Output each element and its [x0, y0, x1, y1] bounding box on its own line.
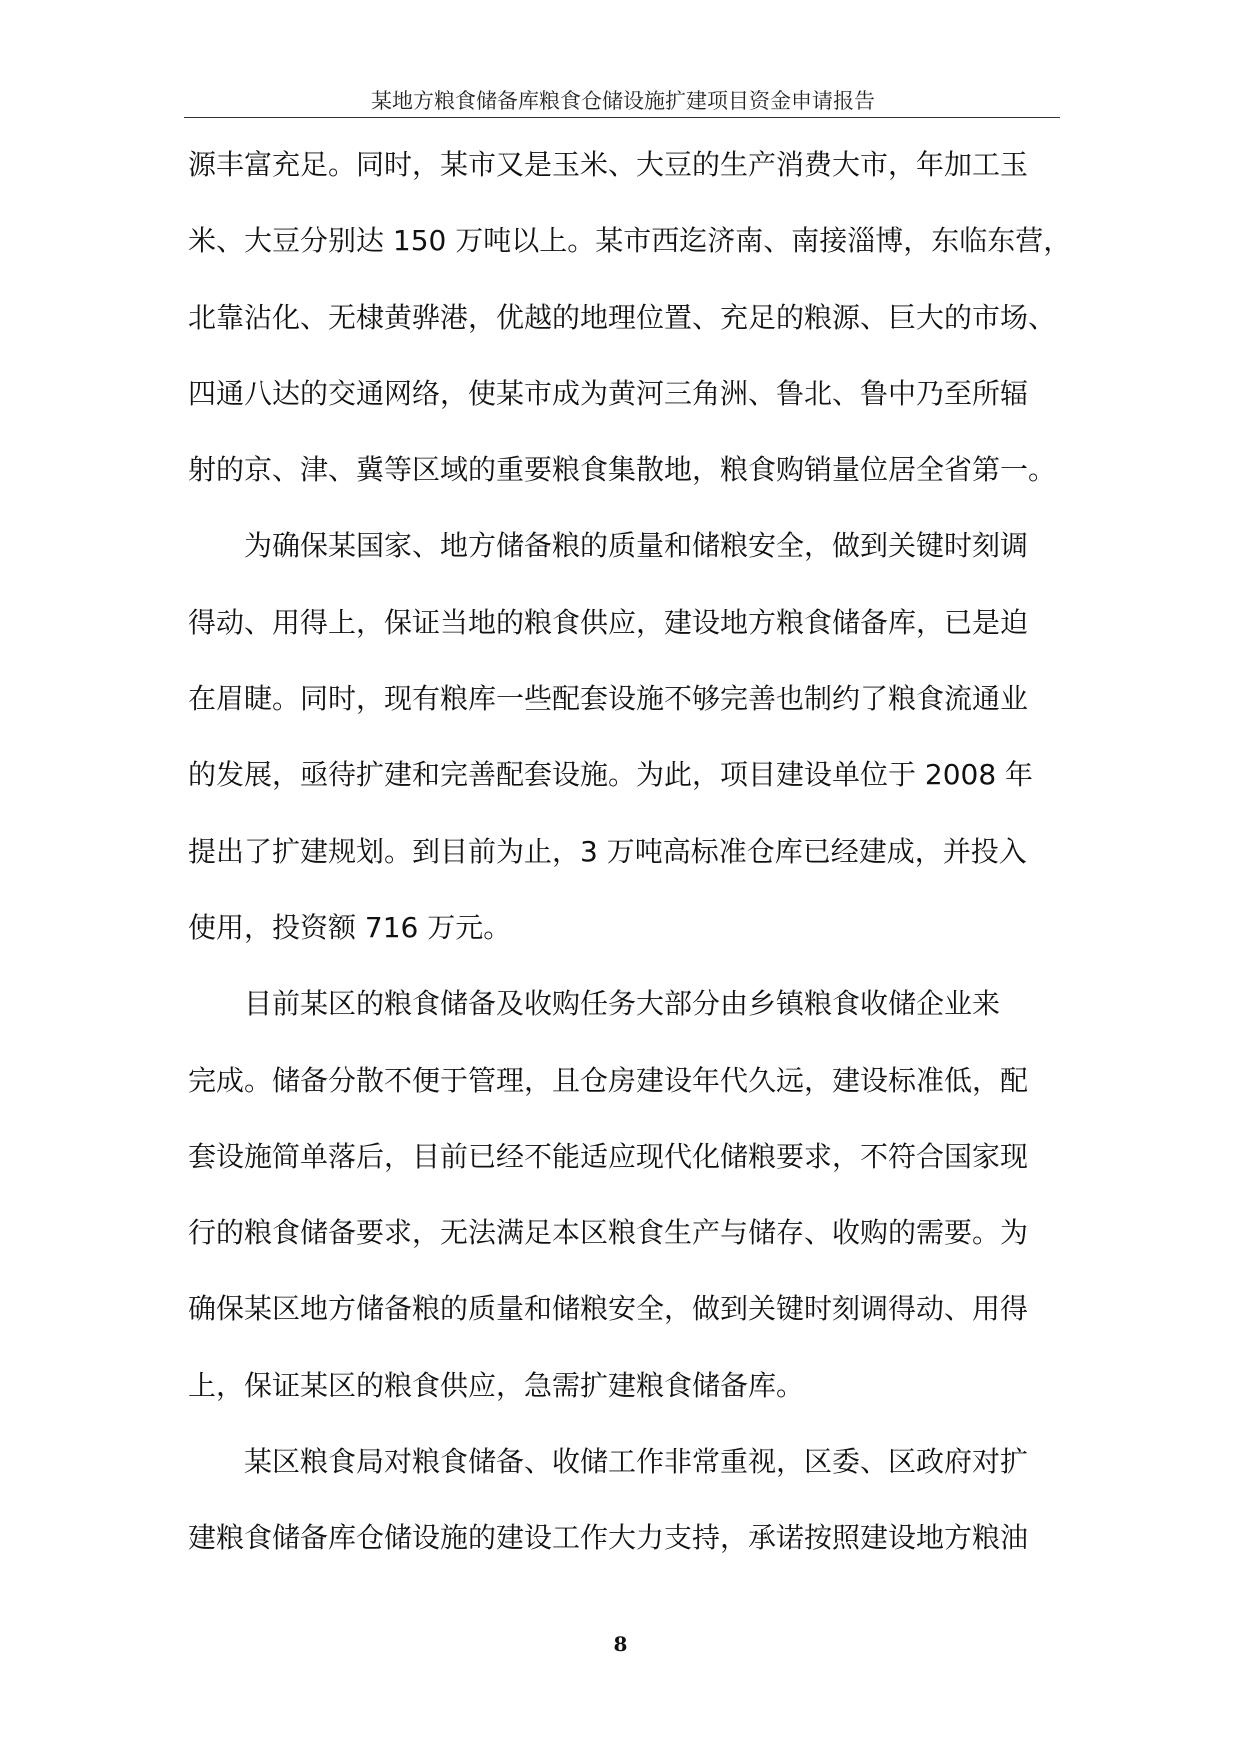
- body-line-7: 得动、用得上，保证当地的粮食供应，建设地方粮食储备库，已是迫: [188, 605, 1029, 639]
- body-line-12: 目前某区的粮食储备及收购任务大部分由乡镇粮食收储企业来: [244, 987, 1001, 1021]
- body-line-2: 米、大豆分别达 150 万吨以上。某市西迄济南、南接淄博，东临东营，: [188, 224, 1072, 258]
- body-line-19: 建粮食储备库仓储设施的建设工作大力支持，承诺按照建设地方粮油: [188, 1521, 1029, 1555]
- header-divider: [184, 117, 1060, 118]
- body-line-13: 完成。储备分散不便于管理，且仓房建设年代久远，建设标准低，配: [188, 1063, 1029, 1097]
- body-line-6: 为确保某国家、地方储备粮的质量和储粮安全，做到关键时刻调: [244, 529, 1029, 563]
- page-header-title: 某地方粮食储备库粮食仓储设施扩建项目资金申请报告: [371, 89, 875, 113]
- body-line-3: 北靠沾化、无棣黄骅港，优越的地理位置、充足的粮源、巨大的市场、: [188, 300, 1057, 334]
- body-line-4: 四通八达的交通网络，使某市成为黄河三角洲、鲁北、鲁中乃至所辐: [188, 376, 1029, 410]
- document-body: [188, 146, 1072, 1596]
- page-number: 8: [613, 1632, 628, 1656]
- body-line-9: 的发展，亟待扩建和完善配套设施。为此，项目建设单位于 2008 年: [188, 758, 1034, 792]
- body-line-1: 源丰富充足。同时，某市又是玉米、大豆的生产消费大市，年加工玉: [188, 148, 1029, 181]
- body-line-16: 确保某区地方储备粮的质量和储粮安全，做到关键时刻调得动、用得: [188, 1292, 1029, 1326]
- body-line-10: 提出了扩建规划。到目前为止，3 万吨高标准仓库已经建成，并投入: [188, 834, 1027, 868]
- body-line-14: 套设施简单落后，目前已经不能适应现代化储粮要求，不符合国家现: [188, 1139, 1029, 1173]
- body-line-17: 上，保证某区的粮食供应，急需扩建粮食储备库。: [188, 1368, 805, 1402]
- body-line-15: 行的粮食储备要求，无法满足本区粮食生产与储存、收购的需要。为: [188, 1216, 1029, 1250]
- body-line-5: 射的京、津、冀等区域的重要粮食集散地，粮食购销量位居全省第一。: [188, 453, 1057, 487]
- body-line-18: 某区粮食局对粮食储备、收储工作非常重视，区委、区政府对扩: [244, 1445, 1029, 1479]
- body-line-8: 在眉睫。同时，现有粮库一些配套设施不够完善也制约了粮食流通业: [188, 682, 1029, 716]
- body-line-11: 使用，投资额 716 万元。: [188, 910, 512, 944]
